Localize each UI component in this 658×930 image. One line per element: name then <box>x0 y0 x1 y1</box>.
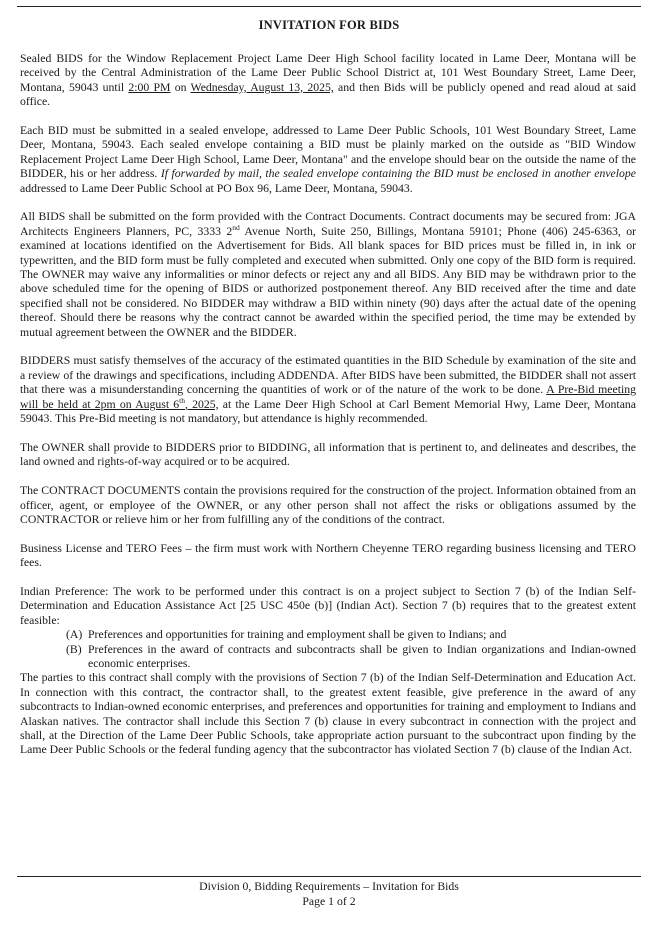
paragraph-bid-receipt: Sealed BIDS for the Window Replacement Project Lame Deer High School facility located in Lame Deer, Montana will be received by the Central Administration of the Lame Deer Public School District at, 101 West Boundary Street, Lame Deer, Montana, 59043 until 2:00 PM on Wednesday, August 13, 2025, and then Bids will be publicly opened and read aloud at said office. <box>20 52 637 109</box>
preference-list <box>20 628 636 671</box>
paragraph-contract-provisions: The CONTRACT DOCUMENTS contain the provisions required for the construction of the project. Information obtained from an officer, agent, or employee of the OWNER, or any other person shall not affect the risks or obligations assumed by the CONTRACTOR or relieve him or her from fulfilling any of the conditions of the contract. <box>20 484 636 526</box>
bid-date: Wednesday, August 13, 2025, <box>190 80 334 94</box>
page-title: INVITATION FOR BIDS <box>258 18 400 32</box>
paragraph-pre-bid-meeting: BIDDERS must satisfy themselves of the accuracy of the estimated quantities in the BID Schedule by examination of the site and a review of the drawings and specifications, including ADDENDA. After BIDS have been submitted, the BIDDER shall not assert that there was a misunderstanding concerning the quantities of work or of the nature of the work to be done. A Pre-Bid meeting will be held at 2pm on August 6th, 2025, at the Lame Deer High School at Carl Bement Memorial Hwy, Lame Deer, Montana 59043. This Pre-Bid meeting is not mandatory, but attendance is highly recommended. <box>20 354 636 426</box>
page-number: Page 1 of 2 <box>302 894 356 908</box>
paragraph-contract-documents: All BIDS shall be submitted on the form provided with the Contract Documents. Contract documents may be secured from: JGA Architects Engineers Planners, PC, 3333 2nd Avenue North, Suite 250, Billings, Montana 59101; Phone (406) 245-6363, or examined at locations identified on the Advertisement for Bids. All blank spaces for BID prices must be filled in, in ink or typewritten, and the BID form must be fully completed and executed when submitted. Only one copy of the BID form is required. The OWNER may waive any informalities or minor defects or reject any and all BIDS. Any BID may be withdrawn prior to the above scheduled time for the opening of BIDS or authorized postponement thereof. Any BID received after the time and date specified shall not be considered. No BIDDER may withdraw a BID within ninety (90) days after the actual date of the opening thereof. Should there be reasons why the contract cannot be awarded within the specified period, the time may be extended by mutual agreement between the OWNER and the BIDDER. <box>20 210 636 339</box>
paragraph-section-7b-compliance: The parties to this contract shall comply with the provisions of Section 7 (b) of the Indian Self-Determination and Education Act. In connection with this contract, the contractor shall, to the greatest extent feasible, give preference in the award of any subcontracts to Indian-owned economic enterprises, and preferences and opportunities for training and employment to Indians and Alaskan natives. The contractor shall include this Section 7 (b) clause in every subcontract in connection with the project and shall, at the Direction of the Lame Deer Public Schools, take appropriate action pursuant to the subcontract upon finding by the Lame Deer Public Schools or the federal funding agency that the subcontractor has violated Section 7 (b) clause of the Indian Act. <box>20 671 636 757</box>
pre-bid-meeting-notice: A Pre-Bid meeting will be held at 2pm on August 6th, 2025, <box>20 383 636 411</box>
paragraph-owner-information: The OWNER shall provide to BIDDERS prior to BIDDING, all information that is pertinent to, and delineates and describes, the land owned and rights-of-way acquired or to be acquired. <box>20 440 636 469</box>
footer-rule <box>17 876 641 877</box>
top-rule <box>17 6 641 7</box>
paragraph-tero-fees: Business License and TERO Fees – the firm must work with Northern Cheyenne TERO regarding business licensing and TERO fees. <box>20 541 636 570</box>
list-item: (A) Preferences and opportunities for training and employment shall be given to Indians; and <box>66 628 507 642</box>
paragraph-sealed-envelope: Each BID must be submitted in a sealed envelope, addressed to Lame Deer Public Schools, 101 West Boundary Street, Lame Deer, Montana, 59043. Each sealed envelope containing a BID must be plainly marked on the outside as "BID Window Replacement Project Lame Deer High School, Lame Deer, Montana" and the envelope should bear on the outside the name of the BIDDER, his or her address. If forwarded by mail, the sealed envelope containing the BID must be enclosed in another envelope addressed to Lame Deer Public School at PO Box 96, Lame Deer, Montana, 59043. <box>20 124 636 195</box>
bid-time: 2:00 PM <box>128 80 171 94</box>
paragraph-indian-preference: Indian Preference: The work to be performed under this contract is on a project subject to Section 7 (b) of the Indian Self-Determination and Education Assistance Act [25 USC 450e (b)] (Indian Act). Section 7 (b) requires that to the greatest extent feasible: <box>20 584 636 627</box>
document-body <box>20 52 636 758</box>
page-footer <box>0 880 658 909</box>
footer-division: Division 0, Bidding Requirements – Invitation for Bids <box>199 880 459 893</box>
list-item: (B) Preferences in the award of contracts and subcontracts shall be given to Indian organizations and Indian-owned economic enterprises. <box>66 642 636 670</box>
